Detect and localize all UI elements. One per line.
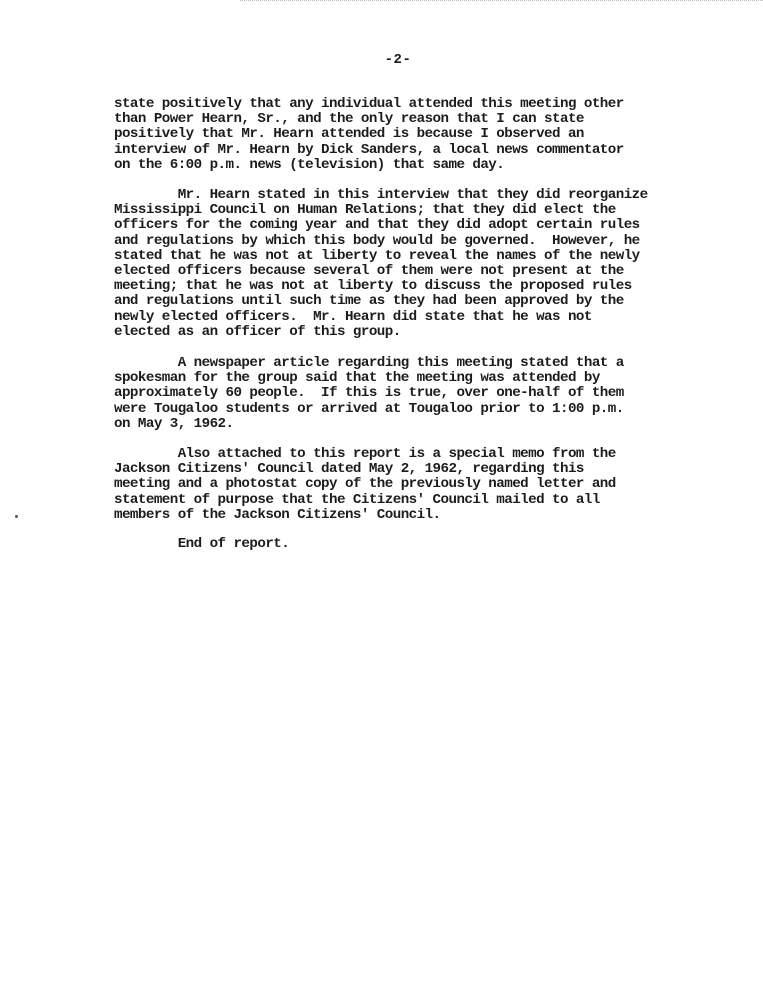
text-line: positively that Mr. Hearn attended is because I observed an bbox=[114, 126, 584, 143]
text-line: meeting and a photostat copy of the previously named letter and bbox=[114, 476, 616, 493]
paragraph-interview bbox=[114, 188, 648, 340]
text-line: statement of purpose that the Citizens' Council mailed to all bbox=[114, 491, 600, 508]
text-line: elected officers because several of them were not present at the bbox=[114, 263, 624, 280]
text-line: A newspaper article regarding this meeting stated that a bbox=[114, 355, 624, 371]
text-line: were Tougaloo students or arrived at Tougaloo prior to 1:00 p.m. bbox=[114, 400, 624, 417]
text-line: meeting; that he was not at liberty to discuss the proposed rules bbox=[114, 278, 632, 295]
margin-punch-mark bbox=[15, 515, 18, 518]
top-edge-rule bbox=[240, 0, 763, 1]
text-line: officers for the coming year and that they did adopt certain rules bbox=[114, 217, 640, 234]
text-line: on the 6:00 p.m. news (television) that same day. bbox=[114, 156, 505, 173]
text-line: Jackson Citizens' Council dated May 2, 1962, regarding this bbox=[114, 461, 584, 478]
text-line: End of report. bbox=[114, 536, 290, 552]
text-line: spokesman for the group said that the meeting was attended by bbox=[114, 370, 600, 387]
text-line: and regulations until such time as they had been approved by the bbox=[114, 293, 624, 310]
page-number: -2- bbox=[384, 52, 412, 68]
text-line: interview of Mr. Hearn by Dick Sanders, a local news commentator bbox=[114, 141, 624, 158]
text-line: elected as an officer of this group. bbox=[114, 323, 401, 340]
text-line: members of the Jackson Citizens' Council. bbox=[114, 506, 441, 523]
text-line: stated that he was not at liberty to reveal the names of the newly bbox=[114, 247, 640, 264]
paragraph-attachments bbox=[114, 447, 616, 523]
text-line: Mississippi Council on Human Relations; that they did elect the bbox=[114, 202, 616, 219]
text-line: newly elected officers. Mr. Hearn did state that he was not bbox=[114, 308, 592, 325]
paragraph-attendance bbox=[114, 97, 624, 173]
text-line: and regulations by which this body would be governed. However, he bbox=[114, 232, 640, 249]
text-line: than Power Hearn, Sr., and the only reason that I can state bbox=[114, 111, 584, 128]
text-line: state positively that any individual attended this meeting other bbox=[114, 96, 624, 112]
text-line: on May 3, 1962. bbox=[114, 415, 234, 432]
text-line: Also attached to this report is a special memo from the bbox=[114, 446, 616, 462]
text-line: approximately 60 people. If this is true, over one-half of them bbox=[114, 385, 624, 402]
paragraph-newspaper-article bbox=[114, 356, 624, 432]
text-line: Mr. Hearn stated in this interview that they did reorganize bbox=[114, 187, 648, 203]
paragraph-end-of-report bbox=[114, 537, 289, 552]
